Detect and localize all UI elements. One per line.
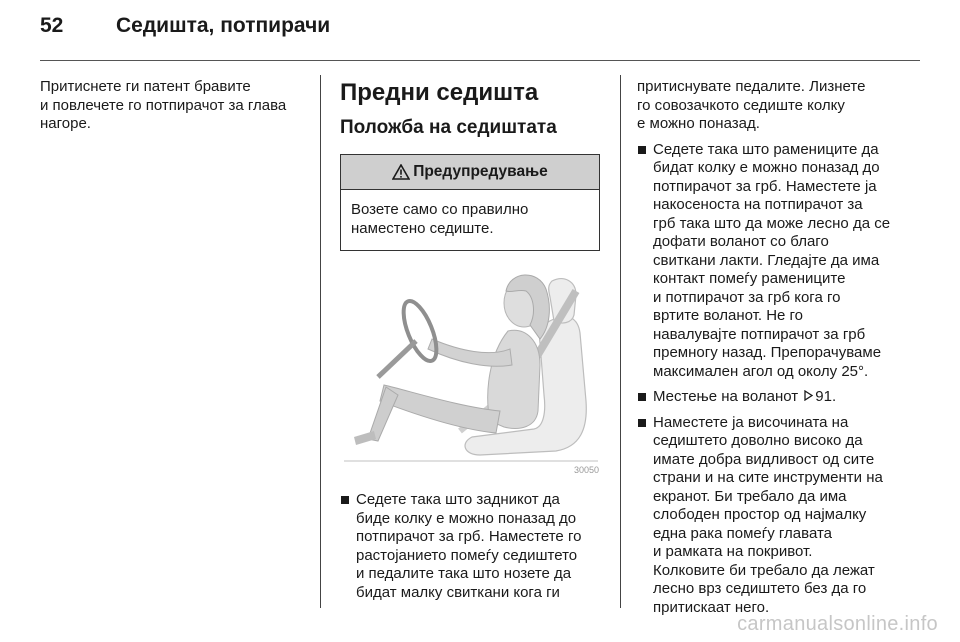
figure-code: 30050 [573,465,599,475]
list-item-text: Седете така што задникот да биде колку е можно поназад до потпирачот за грб. Наместете го растојанието помеѓу седиштето и педалите така што нозете да бидат малку свиткани кога ги [356,491,582,601]
middle-bullet-list [340,491,602,602]
driver-seated-illustration [340,261,602,477]
list-item [637,414,927,618]
continuation-text: притиснувате педалите. Лизнете го совозачкото седиште колку е можно поназад. [637,78,866,132]
header-rule [40,60,920,61]
bullet-square-icon [638,146,646,154]
warning-box [340,154,600,251]
list-item-text: Наместете ја височината на седиштето доволно високо да имате добра видливост од сите страни и на сите инструменти на екранот. Би требало да има слободен простор од најмалку една рака помеѓу главата и рамката на покривот. Колковите би требало да лежат лесно врз седиштето без да го притискаат него. [653,413,883,616]
column-divider-right [620,75,621,608]
column-middle [340,78,602,609]
page-reference-link[interactable]: 91. [815,388,837,405]
section-heading: Предни седишта [340,79,539,106]
list-item-text: Седете така што рамениците да бидат колку е можно поназад до потпирачот за грб. Наместете ја накосеноста на потпирачот за грб така што да може лесно да се дофати воланот со благо свиткани лакти. Гледајте да има контакт помеѓу рамениците и потпирачот за грб кога го вртите воланот. Не го навалувајте потпирачот за грб премногу назад. Препорачуваме максимален агол од околу 25°. [653,140,891,380]
watermark: carmanualsonline.info [737,613,938,635]
bullet-square-icon [638,419,646,427]
list-item-text: Местење на воланот [653,388,799,405]
list-item [637,388,927,407]
warning-triangle-icon [392,164,410,180]
column-divider-left [320,75,321,608]
list-item [637,141,927,382]
warning-title: Предупредување [413,163,548,180]
list-item [340,491,602,602]
warning-body: Возете само со правилно наместено седиште. [351,201,529,237]
bullet-square-icon [638,393,646,401]
column-left [40,78,310,134]
cross-reference-arrow-icon [804,388,813,407]
warning-header [341,155,599,190]
section-subheading: Положба на седиштата [340,117,557,138]
seating-position-illustration [340,261,602,477]
column-right [637,78,927,624]
page-title: Седишта, потпирачи [116,14,331,37]
page-number: 52 [40,14,64,37]
page-header [40,14,330,48]
column-left-text: Притиснете ги патент бравите и повлечете го потпирачот за глава нагоре. [40,78,287,132]
bullet-square-icon [341,496,349,504]
